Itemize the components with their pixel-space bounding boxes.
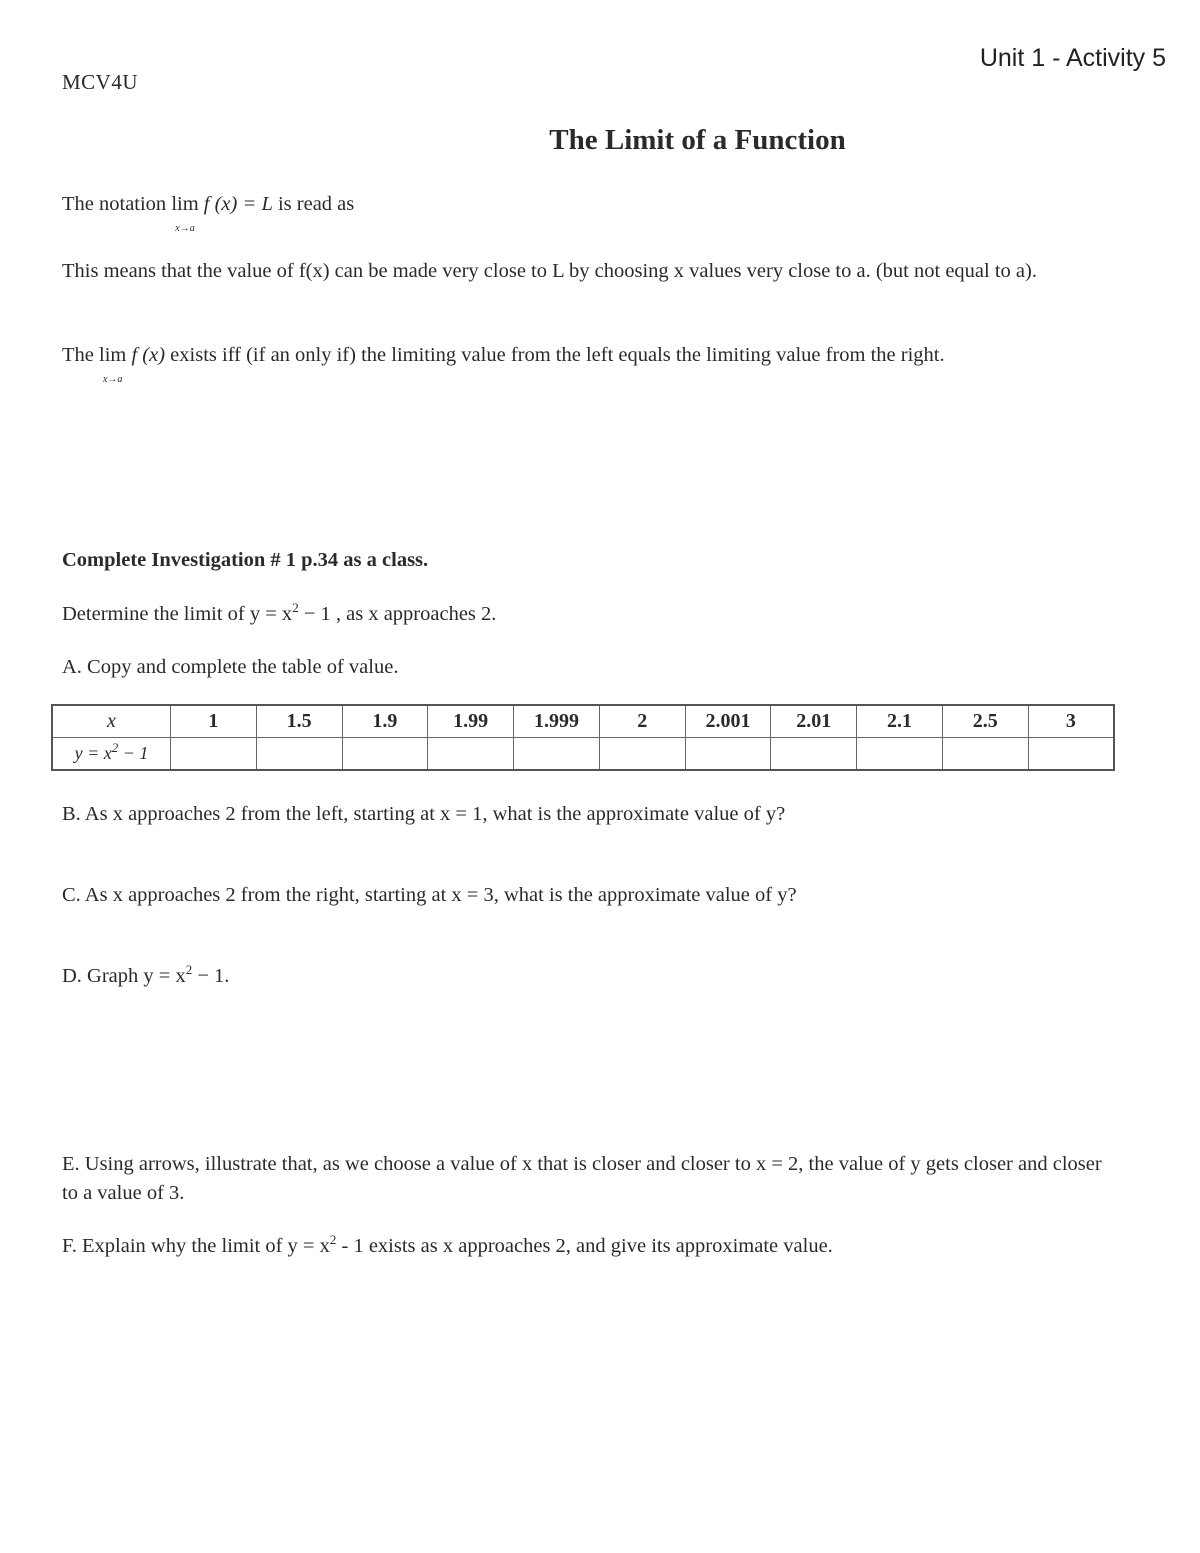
y-value-cell[interactable]	[256, 738, 342, 771]
limit-subscript: x→a	[175, 223, 195, 234]
table-of-values	[51, 704, 1115, 771]
x-value-cell: 1.999	[514, 705, 600, 738]
question-b: B. As x approaches 2 from the left, starting at x = 1, what is the approximate value of y?	[62, 803, 786, 825]
investigation-heading: Complete Investigation # 1 p.34 as a class.	[62, 549, 429, 571]
part-a: A. Copy and complete the table of value.	[62, 656, 399, 678]
y-value-cell[interactable]	[171, 738, 257, 771]
x-value-cell: 3	[1028, 705, 1114, 738]
limit-text: lim	[171, 193, 199, 215]
limit-text-2: lim	[99, 344, 127, 366]
y-value-cell[interactable]	[1028, 738, 1114, 771]
y-header-before: y = x	[74, 743, 112, 763]
question-f-before: F. Explain why the limit of y = x	[62, 1235, 330, 1257]
question-f-exponent: 2	[329, 1232, 337, 1248]
limit-subscript-2: x→a	[102, 374, 123, 385]
question-d-exponent: 2	[185, 962, 193, 978]
question-f-after: - 1 exists as x approaches 2, and give its approximate value.	[336, 1235, 833, 1257]
x-value-cell: 1	[171, 705, 257, 738]
x-value-cell: 2.001	[685, 705, 771, 738]
notation-suffix: is read as	[277, 193, 355, 215]
determine-after: − 1 , as x approaches 2.	[298, 603, 497, 625]
exists-suffix: exists iff (if an only if) the limiting value from the left equals the limiting value from the right.	[170, 344, 945, 366]
determine-line	[62, 600, 496, 629]
exists-expression: f (x)	[131, 344, 166, 366]
y-value-cell[interactable]	[514, 738, 600, 771]
table-row-x	[52, 705, 1114, 738]
limit-operator-2	[99, 341, 127, 385]
table-row-y	[52, 738, 1114, 771]
y-value-cell[interactable]	[685, 738, 771, 771]
course-code: MCV4U	[62, 70, 139, 94]
y-header-cell	[52, 738, 171, 771]
x-value-cell: 1.5	[256, 705, 342, 738]
unit-label: Unit 1 - Activity 5	[979, 44, 1166, 72]
notation-expression: f (x) = L	[203, 193, 273, 215]
x-value-cell: 2	[599, 705, 685, 738]
exists-prefix: The	[62, 344, 94, 366]
y-value-cell[interactable]	[942, 738, 1028, 771]
limit-operator	[171, 190, 199, 234]
question-d	[62, 962, 229, 991]
y-value-cell[interactable]	[428, 738, 514, 771]
y-value-cell[interactable]	[342, 738, 428, 771]
page-title: The Limit of a Function	[549, 124, 846, 156]
question-f	[62, 1232, 833, 1261]
y-header-after: − 1	[118, 743, 149, 763]
y-value-cell[interactable]	[771, 738, 857, 771]
question-c: C. As x approaches 2 from the right, starting at x = 3, what is the approximate value of y?	[62, 884, 797, 906]
y-header-exponent: 2	[111, 740, 119, 755]
y-value-cell[interactable]	[599, 738, 685, 771]
question-d-before: D. Graph y = x	[62, 965, 186, 987]
exists-line	[62, 341, 945, 385]
notation-line	[62, 190, 355, 234]
x-value-cell: 2.5	[942, 705, 1028, 738]
x-value-cell: 1.9	[342, 705, 428, 738]
meaning-paragraph: This means that the value of f(x) can be made very close to L by choosing x values very close to a. (but not equal to a).	[62, 260, 1037, 282]
x-value-cell: 1.99	[428, 705, 514, 738]
question-d-after: − 1.	[192, 965, 230, 987]
exponent: 2	[292, 600, 299, 616]
y-value-cell[interactable]	[857, 738, 943, 771]
x-value-cell: 2.01	[771, 705, 857, 738]
determine-before: Determine the limit of y = x	[62, 603, 293, 625]
notation-prefix: The notation	[62, 193, 167, 215]
question-e: E. Using arrows, illustrate that, as we choose a value of x that is closer and closer to x = 2, the value of y gets closer and closer to a value of 3.	[62, 1153, 1102, 1204]
x-value-cell: 2.1	[857, 705, 943, 738]
x-header-cell: x	[52, 705, 171, 738]
